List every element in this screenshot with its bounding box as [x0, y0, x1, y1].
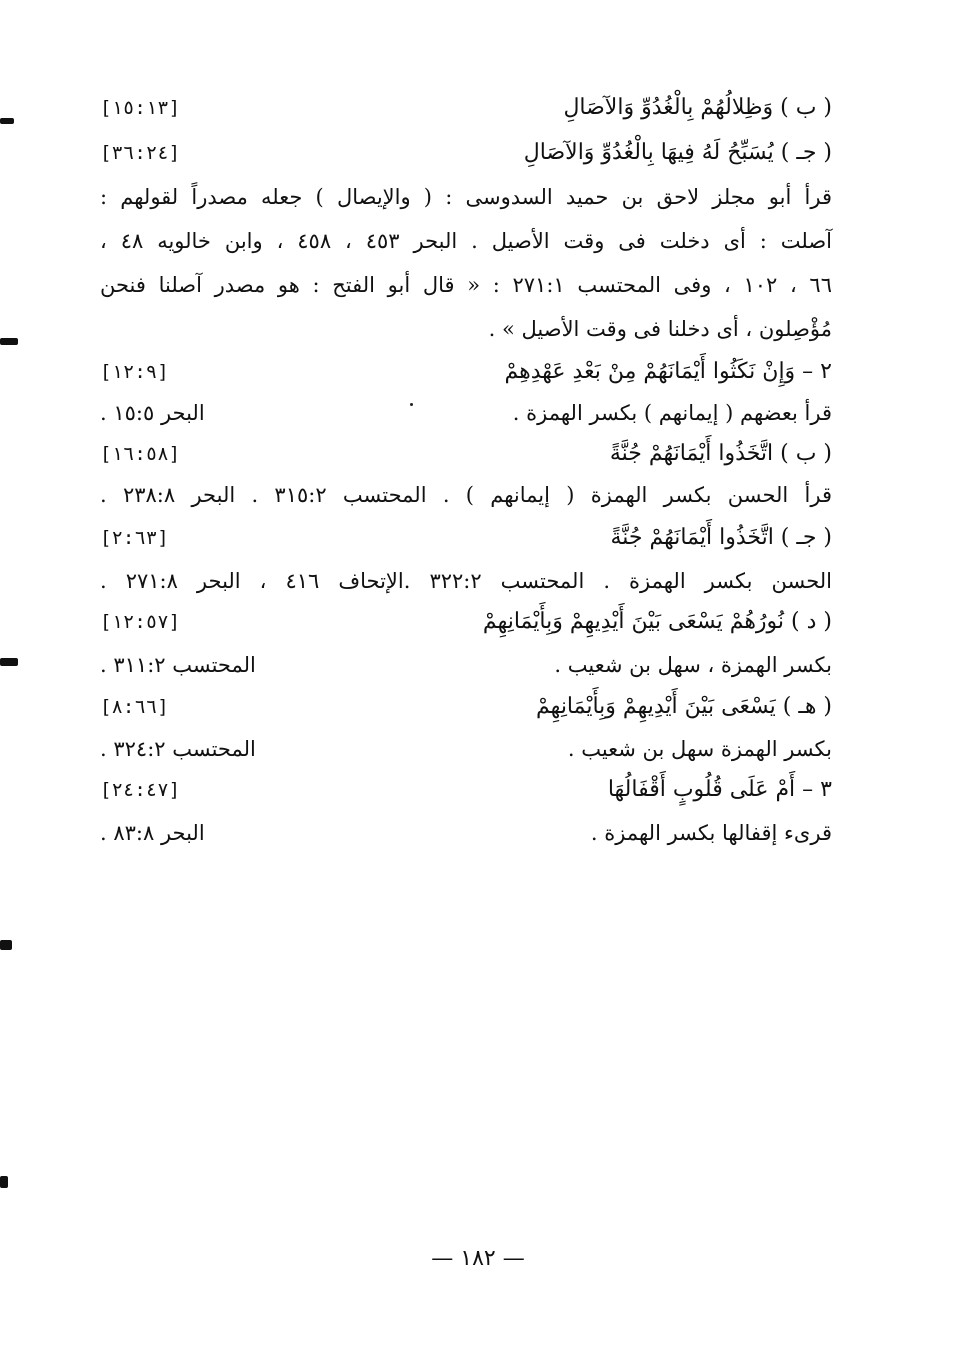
commentary-line: قرأ الحسن بكسر الهمزة ( إيمانهم ) . المحتسب ٣١٥:٢ . البحر ٢٣٨:٨ .: [100, 483, 832, 507]
verse-reference: [١٢:٥٧]: [100, 611, 181, 633]
ink-speck: [410, 403, 413, 406]
commentary-text: مُؤْصِلون ، أى دخلنا فى وقت الأصيل » .: [488, 317, 832, 341]
source-citation: البحر ١٥:٥ .: [100, 401, 205, 425]
verse-reference: [٣٦:٢٤]: [100, 142, 181, 164]
commentary-text: بكسر الهمزة سهل بن شعيب .: [567, 737, 832, 761]
verse-reference: [١٢:٩]: [100, 361, 169, 383]
verse-reference: [٨:٦٦]: [100, 696, 169, 718]
verse-text: ٣ – أَمْ عَلَى قُلُوبٍ أَقْفَالُهَا: [607, 777, 832, 802]
verse-text: ٢ – وَإِنْ نَكَثُوا أَيْمَانَهُمْ مِنْ بَعْدِ عَهْدِهِمْ: [504, 359, 832, 384]
commentary-line: قرأ أبو مجلز لاحق بن حميد السدوسى : ( والإيصال ) جعله مصدراً لقولهم :: [100, 185, 832, 209]
scan-margin-mark: [0, 658, 18, 666]
verse-line: [100, 352, 832, 392]
verse-reference: [١٦:٥٨]: [100, 443, 181, 465]
verse-text: ( هـ ) يَسْعَى بَيْنَ أَيْدِيهِمْ وَبِأَيْمَانِهِمْ: [536, 694, 832, 719]
verse-text: ( جـ ) اتَّخَذُوا أَيْمَانَهُمْ جُنَّةً: [610, 525, 832, 550]
source-citation: المحتسب ٣٢٤:٢ .: [100, 737, 256, 761]
verse-reference: [١٥:١٣]: [100, 97, 181, 119]
commentary-text: قرأ بعضهم ( إيمانهم ) بكسر الهمزة .: [512, 401, 832, 425]
scan-margin-mark: [0, 118, 14, 124]
commentary-text: قرىء إقفالها بكسر الهمزة .: [590, 821, 832, 845]
verse-text: ( جـ ) يُسَبِّحُ لَهُ فِيهَا بِالْغُدُوِّ وَالآصَالِ: [523, 140, 832, 165]
source-citation: البحر ٨٣:٨ .: [100, 821, 205, 845]
scan-margin-mark: [0, 1176, 8, 1188]
page-number: — ١٨٢ —: [431, 1246, 525, 1271]
verse-line: [100, 518, 832, 558]
verse-reference: [٢٤:٤٧]: [100, 779, 181, 801]
verse-line: [100, 434, 832, 474]
commentary-line: الحسن بكسر الهمزة . المحتسب ٣٢٢:٢ .الإتحاف ٤١٦ ، البحر ٢٧١:٨ .: [100, 569, 832, 593]
verse-text: ( ب ) اتَّخَذُوا أَيْمَانَهُمْ جُنَّةً: [609, 441, 832, 466]
commentary-line: [100, 813, 832, 853]
commentary-line: [100, 309, 832, 349]
verse-line: [100, 687, 832, 727]
commentary-line: [100, 393, 832, 433]
scan-margin-mark: [0, 940, 12, 950]
verse-line: [100, 770, 832, 810]
source-citation: المحتسب ٣١١:٢ .: [100, 653, 256, 677]
commentary-text: بكسر الهمزة ، سهل بن شعيب .: [554, 653, 832, 677]
commentary-line: [100, 645, 832, 685]
verse-reference: [٢:٦٣]: [100, 527, 169, 549]
commentary-line: ٦٦ ، ١٠٢ ، وفى المحتسب ٢٧١:١ : « قال أبو الفتح : هو مصدر آصلنا فنحن: [100, 273, 832, 297]
commentary-line: [100, 729, 832, 769]
verse-line: [100, 602, 832, 642]
verse-line: [100, 88, 832, 128]
commentary-line: آصلت : أى دخلت فى وقت الأصيل . البحر ٤٥٣ ، ٤٥٨ ، وابن خالويه ٤٨ ،: [100, 229, 832, 253]
verse-text: ( د ) نُورُهُمْ يَسْعَى بَيْنَ أَيْدِيهِمْ وَبِأَيْمَانِهِمْ: [482, 609, 832, 634]
scan-margin-mark: [0, 338, 18, 345]
verse-line: [100, 133, 832, 173]
verse-text: ( ب ) وَظِلالُهُمْ بِالْغُدُوِّ وَالآصَالِ: [563, 95, 832, 120]
